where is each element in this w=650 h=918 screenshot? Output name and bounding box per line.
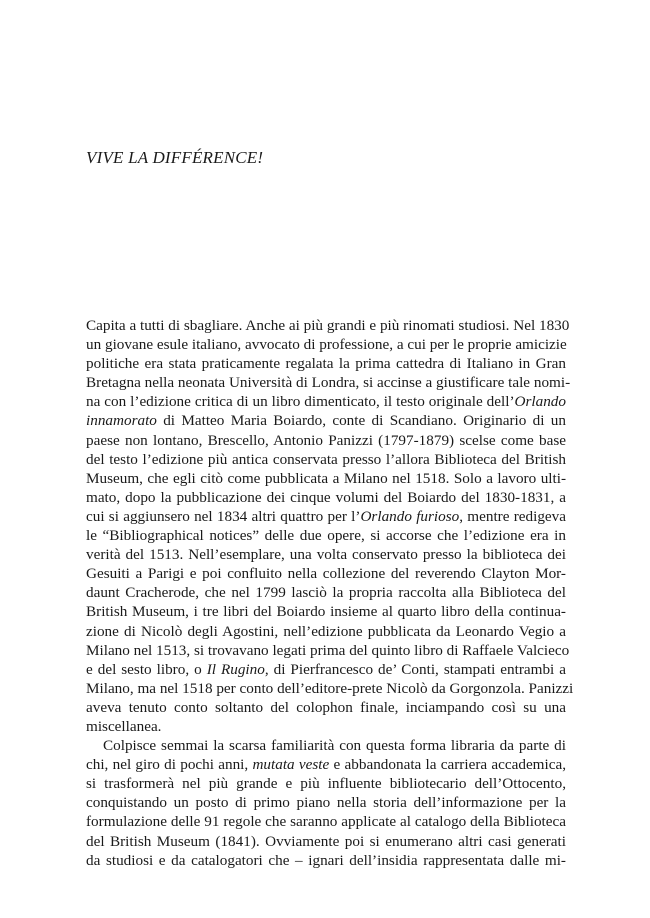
text-line bbox=[86, 545, 566, 564]
text-line bbox=[86, 335, 566, 354]
text-line bbox=[86, 736, 566, 755]
text-segment: , di Pierfrancesco de’ Conti, stampati entrambi a bbox=[264, 660, 566, 678]
text-segment: cui si aggiunsero nel 1834 altri quattro per l’ bbox=[86, 507, 361, 525]
text-line bbox=[86, 641, 570, 660]
italic-text-segment: Orlando bbox=[514, 393, 566, 411]
text-segment: si trasformerà nel più grande e più influente bibliotecario dell’Ottocento, bbox=[86, 775, 566, 793]
text-line bbox=[86, 373, 571, 392]
text-line bbox=[86, 622, 566, 641]
text-segment: Bretagna nella neonata Università di Londra, si accinse a giustificare tale nomi- bbox=[86, 374, 571, 392]
text-line bbox=[86, 851, 566, 870]
italic-text-segment: innamorato bbox=[86, 412, 157, 430]
text-segment: Milano, ma nel 1518 per conto dell’editore-prete Nicolò da Gorgonzola. Panizzi bbox=[86, 679, 574, 697]
text-line bbox=[86, 832, 566, 851]
italic-text-segment: Orlando furioso bbox=[360, 507, 460, 525]
text-segment: Gesuiti a Parigi e poi confluito nella collezione del reverendo Clayton Mor- bbox=[86, 565, 566, 583]
text-segment: daunt Cracherode, che nel 1799 lasciò la propria raccolta alla Biblioteca del bbox=[86, 584, 566, 602]
text-segment: Colpisce semmai la scarsa familiarità con questa forma libraria da parte di bbox=[103, 737, 566, 755]
text-line bbox=[86, 755, 566, 774]
text-line bbox=[86, 411, 566, 430]
text-segment: chi, nel giro di pochi anni, bbox=[86, 756, 253, 774]
text-segment: del testo l’edizione più antica conservata presso l’allora Biblioteca del British bbox=[86, 450, 566, 468]
text-line bbox=[86, 774, 566, 793]
text-line bbox=[86, 660, 566, 679]
text-segment: paese non lontano, Brescello, Antonio Panizzi (1797-1879) scelse come base bbox=[86, 431, 566, 449]
chapter-title: VIVE LA DIFFÉRENCE! bbox=[86, 148, 264, 167]
text-line bbox=[86, 507, 566, 526]
text-segment: le “Bibliographical notices” delle due opere, si accorse che l’edizione era in bbox=[86, 527, 566, 545]
text-segment: e del sesto libro, o bbox=[86, 660, 207, 678]
text-line bbox=[86, 431, 566, 450]
text-segment: politiche era stata praticamente regalata la prima cattedra di Italiano in Gran bbox=[86, 355, 566, 373]
text-segment: , mentre redigeva bbox=[459, 507, 567, 525]
text-segment: Capita a tutti di sbagliare. Anche ai più grandi e più rinomati studiosi. Nel 1830 bbox=[86, 317, 570, 334]
text-line bbox=[86, 698, 566, 717]
text-line bbox=[86, 450, 566, 469]
text-segment: na con l’edizione critica di un libro dimenticato, il testo originale dell’ bbox=[86, 393, 515, 411]
text-segment: miscellanea. bbox=[86, 717, 162, 735]
text-line bbox=[86, 717, 566, 736]
text-segment: del British Museum (1841). Ovviamente poi si enumerano altri casi generati bbox=[86, 832, 566, 850]
text-line bbox=[86, 679, 574, 698]
text-line bbox=[86, 602, 566, 621]
text-segment: verità del 1513. Nell’esemplare, una volta conservato presso la biblioteca dei bbox=[86, 546, 566, 564]
text-segment: da studiosi e da catalogatori che – ignari dell’insidia rappresentata dalle mi- bbox=[86, 851, 566, 869]
text-line bbox=[86, 793, 566, 812]
text-line bbox=[86, 316, 570, 335]
text-segment: formulazione delle 91 regole che saranno applicate al catalogo della Biblioteca bbox=[86, 813, 566, 831]
text-line bbox=[86, 583, 566, 602]
text-segment: conquistando un posto di primo piano nella storia dell’informazione per la bbox=[86, 794, 566, 812]
text-segment: di Matteo Maria Boiardo, conte di Scandiano. Originario di un bbox=[156, 412, 566, 430]
italic-text-segment: Il Rugino bbox=[206, 660, 265, 678]
text-segment: British Museum, i tre libri del Boiardo insieme al quarto libro della continua- bbox=[86, 603, 566, 621]
text-segment: mato, dopo la pubblicazione dei cinque volumi del Boiardo del 1830-1831, a bbox=[86, 488, 566, 506]
italic-text-segment: mutata veste bbox=[252, 756, 330, 774]
text-line bbox=[86, 392, 566, 411]
text-segment: zione di Nicolò degli Agostini, nell’edizione pubblicata da Leonardo Vegio a bbox=[86, 622, 566, 640]
text-segment: un giovane esule italiano, avvocato di professione, a cui per le proprie amicizie bbox=[86, 336, 567, 354]
text-line bbox=[86, 488, 566, 507]
text-segment: Milano nel 1513, si trovavano legati prima del quinto libro di Raffaele Valcieco bbox=[86, 641, 570, 659]
text-segment: e abbandonata la carriera accademica, bbox=[329, 756, 566, 774]
text-line bbox=[86, 564, 566, 583]
text-segment: aveva tenuto conto soltanto del colophon finale, inciampando così su una bbox=[86, 698, 566, 716]
text-line bbox=[86, 354, 566, 373]
text-line bbox=[86, 469, 566, 488]
body-text bbox=[86, 316, 574, 870]
text-line bbox=[86, 526, 566, 545]
text-segment: Museum, che egli citò come pubblicata a Milano nel 1518. Solo a lavoro ulti- bbox=[86, 469, 566, 487]
text-line bbox=[86, 812, 566, 831]
